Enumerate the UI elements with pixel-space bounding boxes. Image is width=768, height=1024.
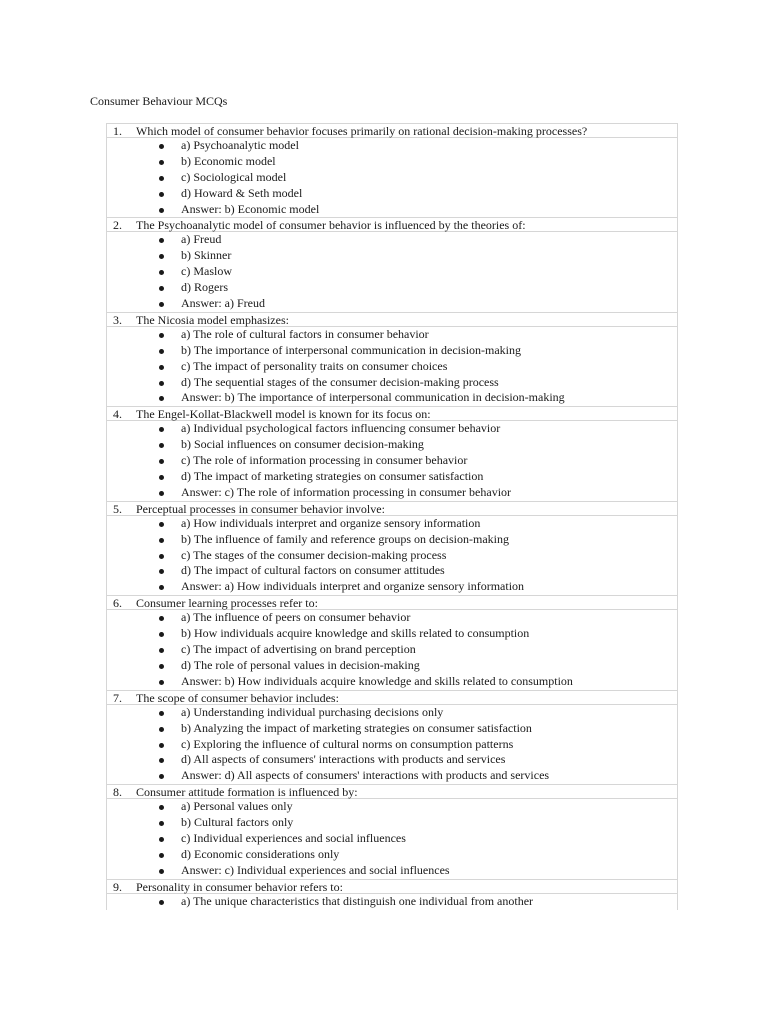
bullet-icon (159, 522, 164, 527)
option-item (107, 469, 677, 485)
option-item (107, 721, 677, 737)
option-text: b) The influence of family and reference groups on decision-making (181, 531, 509, 546)
option-item (107, 626, 677, 642)
option-list (106, 610, 678, 689)
bullet-icon (159, 349, 164, 354)
question-text: Which model of consumer behavior focuses primarily on rational decision-making processes? (136, 124, 588, 138)
question-block (106, 690, 678, 784)
option-item (107, 343, 677, 359)
option-item (107, 264, 677, 280)
bullet-icon (159, 396, 164, 401)
answer-item (107, 768, 677, 784)
option-item (107, 847, 677, 863)
question-text: Personality in consumer behavior refers to: (136, 879, 343, 894)
question-block (106, 595, 678, 689)
answer-text: Answer: a) How individuals interpret and organize sensory information (181, 579, 525, 594)
option-text: d) The impact of marketing strategies on consumer satisfaction (181, 469, 484, 484)
bullet-icon (159, 680, 164, 685)
option-text: d) All aspects of consumers' interactions with products and services (181, 752, 506, 767)
option-item (107, 375, 677, 391)
option-text: c) The stages of the consumer decision-making process (181, 547, 447, 562)
bullet-icon (159, 774, 164, 779)
option-item (107, 563, 677, 579)
option-item (107, 658, 677, 674)
question-block (106, 123, 678, 217)
option-item (107, 642, 677, 658)
option-text: d) The sequential stages of the consumer decision-making process (181, 374, 499, 389)
option-item (107, 327, 677, 343)
bullet-icon (159, 238, 164, 243)
answer-text: Answer: d) All aspects of consumers' interactions with products and services (181, 768, 550, 783)
option-text: c) The impact of advertising on brand perception (181, 642, 416, 657)
option-list (106, 138, 678, 217)
question-row (106, 217, 678, 232)
option-item (107, 437, 677, 453)
option-text: b) Skinner (181, 248, 232, 263)
question-text: Perceptual processes in consumer behavior involve: (136, 501, 385, 516)
option-list (106, 327, 678, 406)
question-text: The Psychoanalytic model of consumer behavior is influenced by the theories of: (136, 218, 526, 233)
answer-text: Answer: b) Economic model (181, 201, 320, 216)
bullet-icon (159, 821, 164, 826)
option-list (106, 894, 678, 910)
option-text: d) Economic considerations only (181, 846, 340, 861)
option-text: c) The role of information processing in consumer behavior (181, 453, 468, 468)
bullet-icon (159, 727, 164, 732)
bullet-icon (159, 837, 164, 842)
bullet-icon (159, 648, 164, 653)
option-text: d) Howard & Seth model (181, 185, 303, 200)
option-item (107, 610, 677, 626)
option-item (107, 831, 677, 847)
option-text: c) Maslow (181, 264, 232, 279)
answer-item (107, 674, 677, 690)
question-text: Consumer learning processes refer to: (136, 596, 318, 611)
question-row (106, 501, 678, 516)
question-number: 2. (113, 218, 122, 233)
option-text: c) Individual experiences and social influences (181, 830, 406, 845)
option-item (107, 280, 677, 296)
question-row (106, 123, 678, 138)
bullet-icon (159, 869, 164, 874)
option-text: a) The role of cultural factors in consumer behavior (181, 326, 429, 341)
option-text: a) Personal values only (181, 799, 293, 814)
question-number: 1. (113, 124, 122, 138)
question-row (106, 312, 678, 327)
answer-text: Answer: b) How individuals acquire knowledge and skills related to consumption (181, 673, 573, 688)
question-row (106, 784, 678, 799)
bullet-icon (159, 459, 164, 464)
question-number: 9. (113, 879, 122, 894)
bullet-icon (159, 381, 164, 386)
option-text: a) The unique characteristics that distinguish one individual from another (181, 893, 534, 908)
option-text: c) Exploring the influence of cultural norms on consumption patterns (181, 736, 514, 751)
question-number: 3. (113, 312, 122, 327)
option-item (107, 232, 677, 248)
bullet-icon (159, 286, 164, 291)
option-text: b) Economic model (181, 153, 276, 168)
option-item (107, 815, 677, 831)
bullet-icon (159, 365, 164, 370)
option-item (107, 548, 677, 564)
option-text: b) Cultural factors only (181, 815, 294, 830)
option-text: c) The impact of personality traits on consumer choices (181, 358, 448, 373)
answer-text: Answer: c) Individual experiences and social influences (181, 862, 450, 877)
bullet-icon (159, 758, 164, 763)
question-number: 7. (113, 690, 122, 705)
bullet-icon (159, 333, 164, 338)
option-text: c) Sociological model (181, 169, 287, 184)
answer-item (107, 485, 677, 501)
option-item (107, 138, 677, 154)
option-item (107, 248, 677, 264)
answer-item (107, 390, 677, 406)
question-block (106, 879, 678, 910)
question-number: 5. (113, 501, 122, 516)
option-item (107, 186, 677, 202)
bullet-icon (159, 632, 164, 637)
bullet-icon (159, 254, 164, 259)
bullet-icon (159, 443, 164, 448)
mcq-table (106, 123, 678, 910)
option-list (106, 799, 678, 878)
question-row (106, 879, 678, 894)
option-text: a) How individuals interpret and organize sensory information (181, 515, 481, 530)
answer-item (107, 579, 677, 595)
option-item (107, 799, 677, 815)
bullet-icon (159, 302, 164, 307)
bullet-icon (159, 805, 164, 810)
answer-item (107, 863, 677, 879)
bullet-icon (159, 538, 164, 543)
option-text: a) Individual psychological factors influencing consumer behavior (181, 421, 501, 436)
bullet-icon (159, 160, 164, 165)
question-block (106, 312, 678, 406)
option-text: b) Analyzing the impact of marketing strategies on consumer satisfaction (181, 720, 532, 735)
option-list (106, 516, 678, 595)
bullet-icon (159, 475, 164, 480)
question-text: Consumer attitude formation is influenced by: (136, 785, 358, 800)
bullet-icon (159, 616, 164, 621)
bullet-icon (159, 900, 164, 905)
bullet-icon (159, 270, 164, 275)
answer-text: Answer: b) The importance of interpersonal communication in decision-making (181, 390, 565, 405)
option-item (107, 453, 677, 469)
bullet-icon (159, 192, 164, 197)
bullet-icon (159, 569, 164, 574)
question-row (106, 595, 678, 610)
option-item (107, 421, 677, 437)
document-title: Consumer Behaviour MCQs (90, 94, 228, 108)
option-list (106, 705, 678, 784)
question-block (106, 501, 678, 595)
option-item (107, 154, 677, 170)
question-number: 6. (113, 596, 122, 611)
question-block (106, 217, 678, 311)
option-text: d) Rogers (181, 280, 228, 295)
option-text: a) Freud (181, 232, 222, 247)
option-text: b) How individuals acquire knowledge and skills related to consumption (181, 626, 530, 641)
option-text: d) The role of personal values in decision-making (181, 657, 420, 672)
option-text: a) Psychoanalytic model (181, 138, 299, 152)
question-block (106, 784, 678, 878)
bullet-icon (159, 743, 164, 748)
option-item (107, 532, 677, 548)
option-item (107, 170, 677, 186)
question-text: The Engel-Kollat-Blackwell model is known for its focus on: (136, 407, 431, 422)
bullet-icon (159, 144, 164, 149)
bullet-icon (159, 853, 164, 858)
option-item (107, 752, 677, 768)
option-item (107, 705, 677, 721)
option-text: a) The influence of peers on consumer behavior (181, 610, 411, 625)
bullet-icon (159, 491, 164, 496)
bullet-icon (159, 554, 164, 559)
question-number: 4. (113, 407, 122, 422)
bullet-icon (159, 664, 164, 669)
question-row (106, 690, 678, 705)
question-row (106, 406, 678, 421)
bullet-icon (159, 711, 164, 716)
bullet-icon (159, 585, 164, 590)
bullet-icon (159, 427, 164, 432)
answer-text: Answer: a) Freud (181, 296, 265, 311)
question-text: The scope of consumer behavior includes: (136, 690, 339, 705)
question-block (106, 406, 678, 500)
option-text: b) Social influences on consumer decision-making (181, 437, 424, 452)
option-list (106, 421, 678, 500)
option-item (107, 737, 677, 753)
option-text: a) Understanding individual purchasing decisions only (181, 704, 444, 719)
bullet-icon (159, 176, 164, 181)
question-text: The Nicosia model emphasizes: (136, 312, 289, 327)
answer-item (107, 296, 677, 312)
option-text: d) The impact of cultural factors on consumer attitudes (181, 563, 445, 578)
option-item (107, 894, 677, 910)
bullet-icon (159, 208, 164, 213)
option-item (107, 359, 677, 375)
option-text: b) The importance of interpersonal communication in decision-making (181, 342, 522, 357)
answer-text: Answer: c) The role of information processing in consumer behavior (181, 484, 512, 499)
option-list (106, 232, 678, 311)
answer-item (107, 202, 677, 218)
question-number: 8. (113, 785, 122, 800)
option-item (107, 516, 677, 532)
